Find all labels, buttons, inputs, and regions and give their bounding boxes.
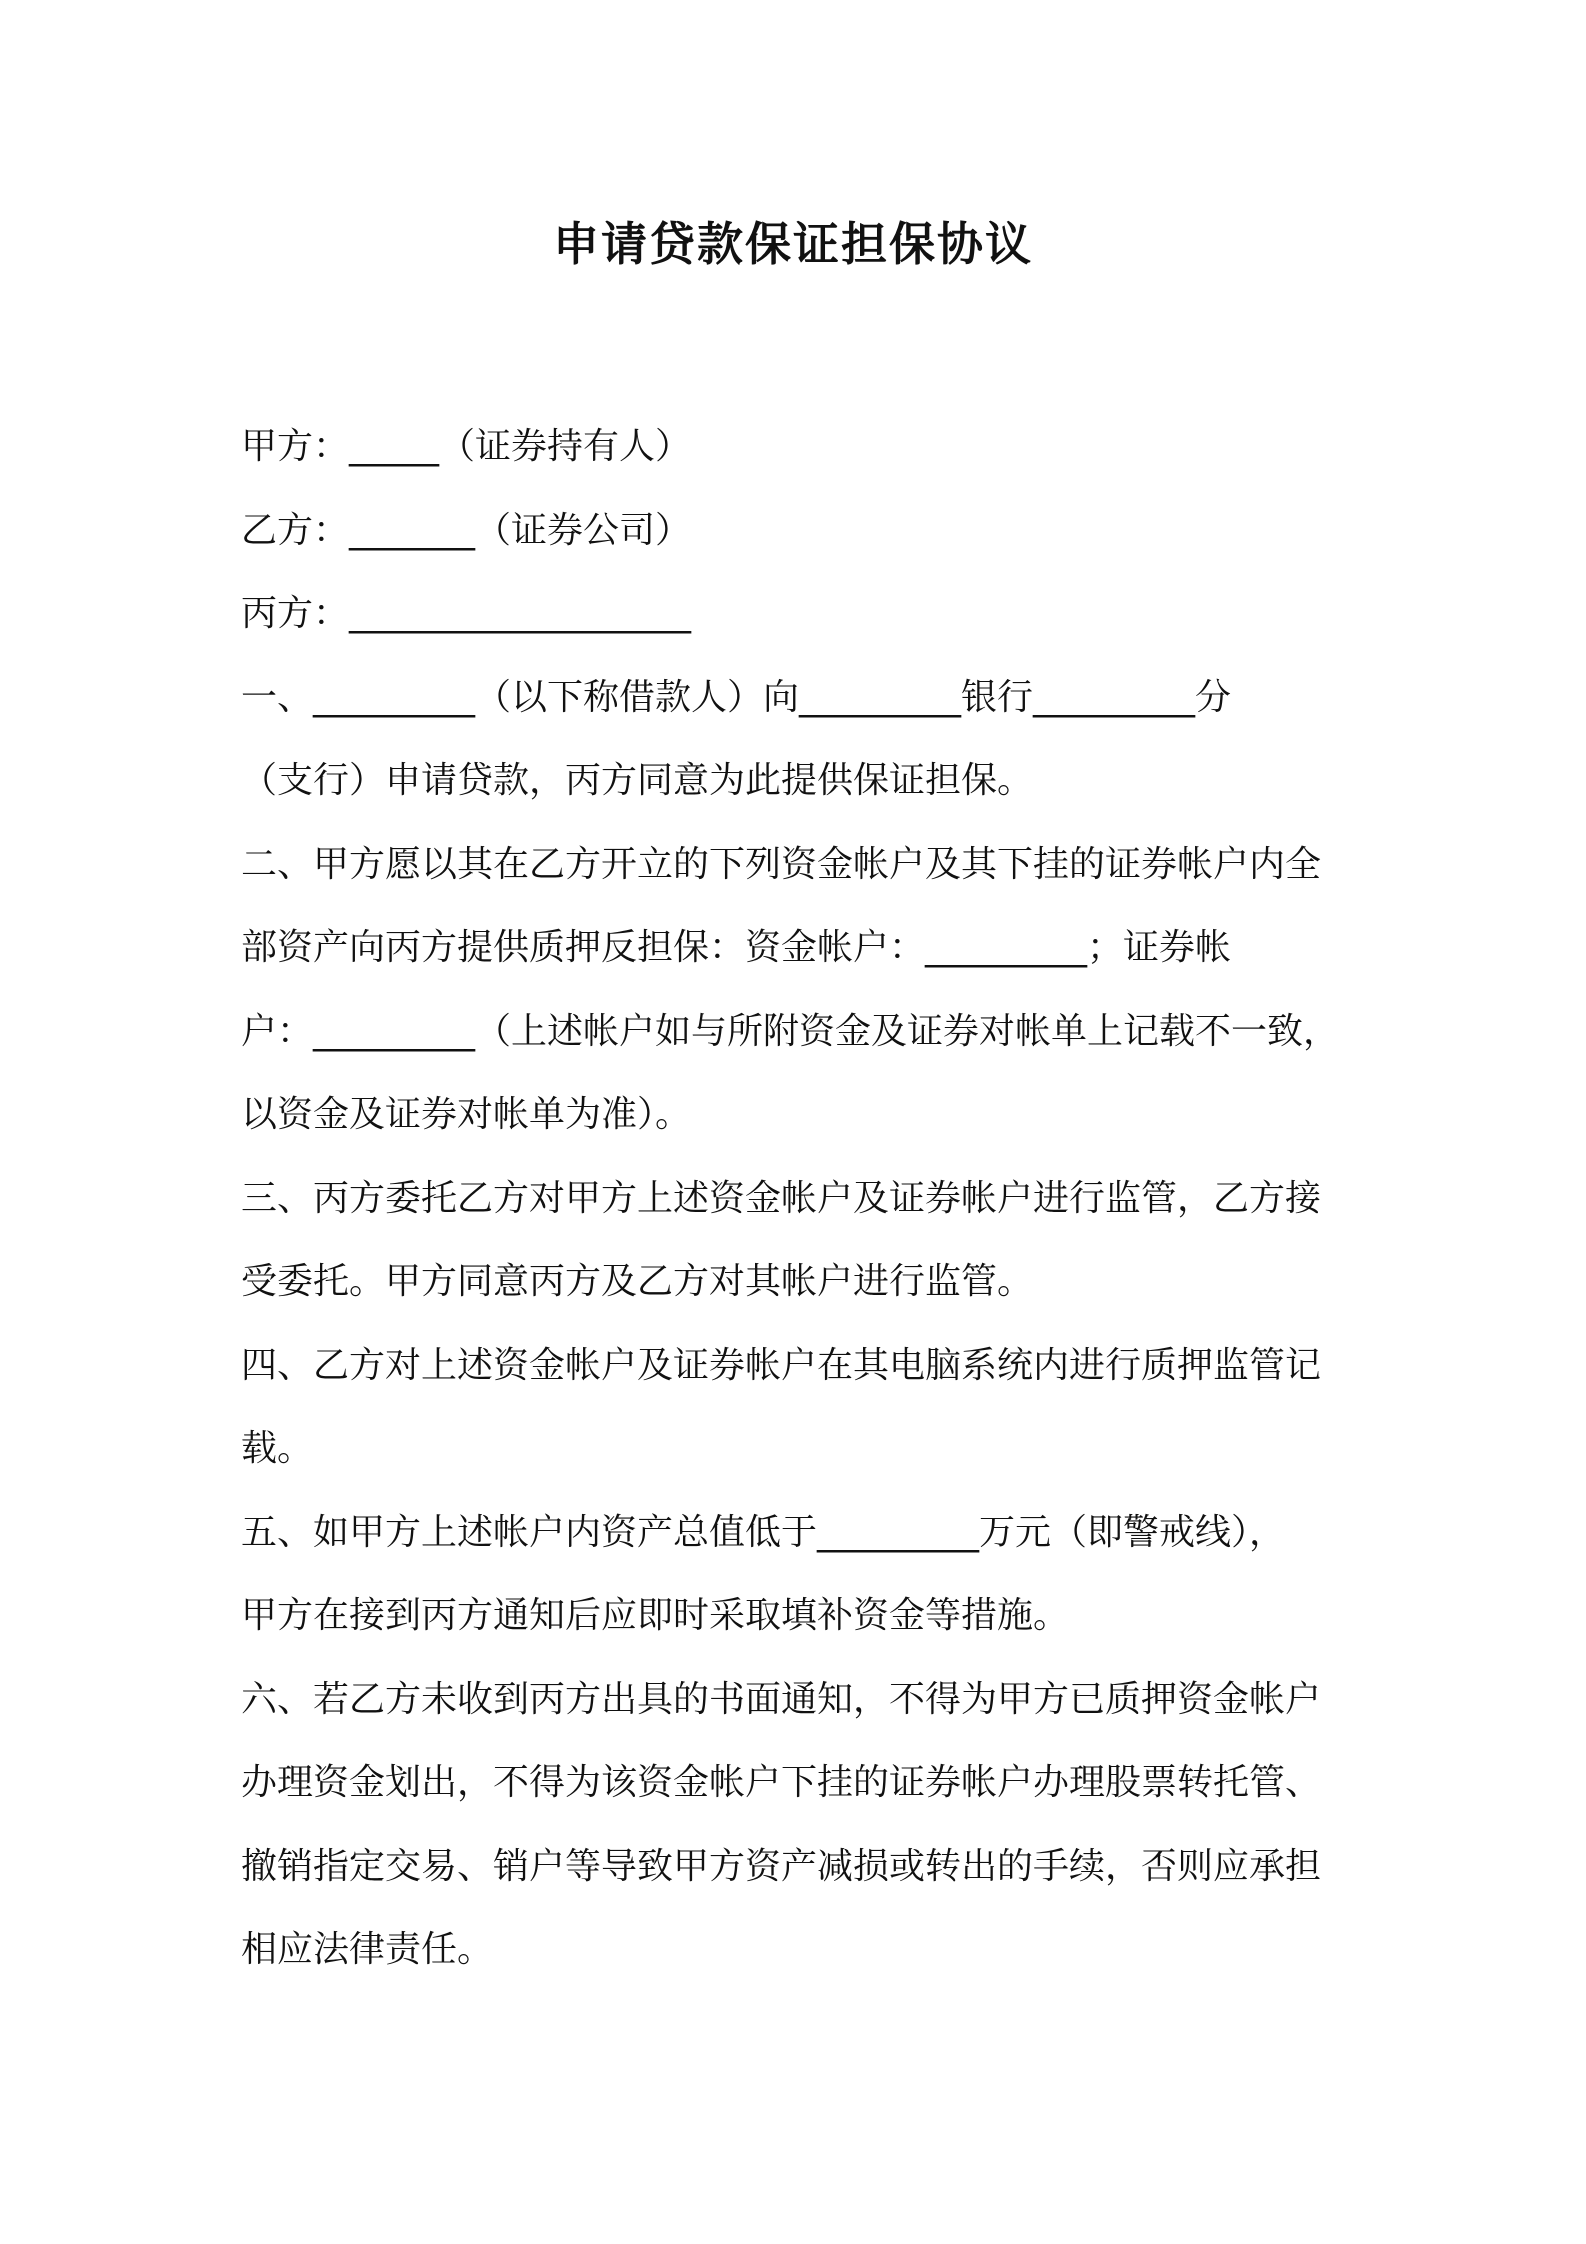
clause-2-line-3: 户：_________（上述帐户如与所附资金及证券对帐单上记载不一致， bbox=[241, 1010, 1340, 1052]
clause-2-line-2: 部资产向丙方提供质押反担保：资金帐户：_________；证券帐 bbox=[241, 927, 1232, 968]
document-body bbox=[241, 405, 1361, 1992]
clause-1-line-1: 一、_________（以下称借款人）向_________银行_________分 bbox=[241, 676, 1232, 718]
clause-5-line-2: 甲方在接到丙方通知后应即时采取填补资金等措施。 bbox=[241, 1595, 1070, 1636]
party-b-line: 乙方：_______（证券公司） bbox=[241, 509, 692, 551]
clause-6-line-2: 办理资金划出，不得为该资金帐户下挂的证券帐户办理股票转托管、 bbox=[241, 1762, 1322, 1803]
document-title: 申请贷款保证担保协议 bbox=[553, 217, 1033, 271]
clause-6-line-4: 相应法律责任。 bbox=[241, 1929, 494, 1970]
clause-6-line-3: 撤销指定交易、销户等导致甲方资产减损或转出的手续，否则应承担 bbox=[241, 1845, 1322, 1887]
clause-4-line-1: 四、乙方对上述资金帐户及证券帐户在其电脑系统内进行质押监管记 bbox=[241, 1344, 1322, 1386]
clause-1-line-2: （支行）申请贷款，丙方同意为此提供保证担保。 bbox=[241, 760, 1034, 801]
party-a-line: 甲方：_____（证券持有人） bbox=[241, 426, 692, 467]
clause-3-line-1: 三、丙方委托乙方对甲方上述资金帐户及证券帐户进行监管，乙方接 bbox=[241, 1177, 1322, 1219]
clause-2-line-1: 二、甲方愿以其在乙方开立的下列资金帐户及其下挂的证券帐户内全 bbox=[241, 843, 1322, 885]
clause-4-line-2: 载。 bbox=[241, 1428, 314, 1469]
clause-5-line-1: 五、如甲方上述帐户内资产总值低于_________万元（即警戒线）， bbox=[241, 1511, 1286, 1553]
party-c-line: 丙方：___________________ bbox=[241, 593, 692, 634]
clause-2-line-4: 以资金及证券对帐单为准）。 bbox=[241, 1094, 692, 1135]
clause-6-line-1: 六、若乙方未收到丙方出具的书面通知，不得为甲方已质押资金帐户 bbox=[241, 1678, 1322, 1720]
clause-3-line-2: 受委托。甲方同意丙方及乙方对其帐户进行监管。 bbox=[241, 1261, 1034, 1302]
